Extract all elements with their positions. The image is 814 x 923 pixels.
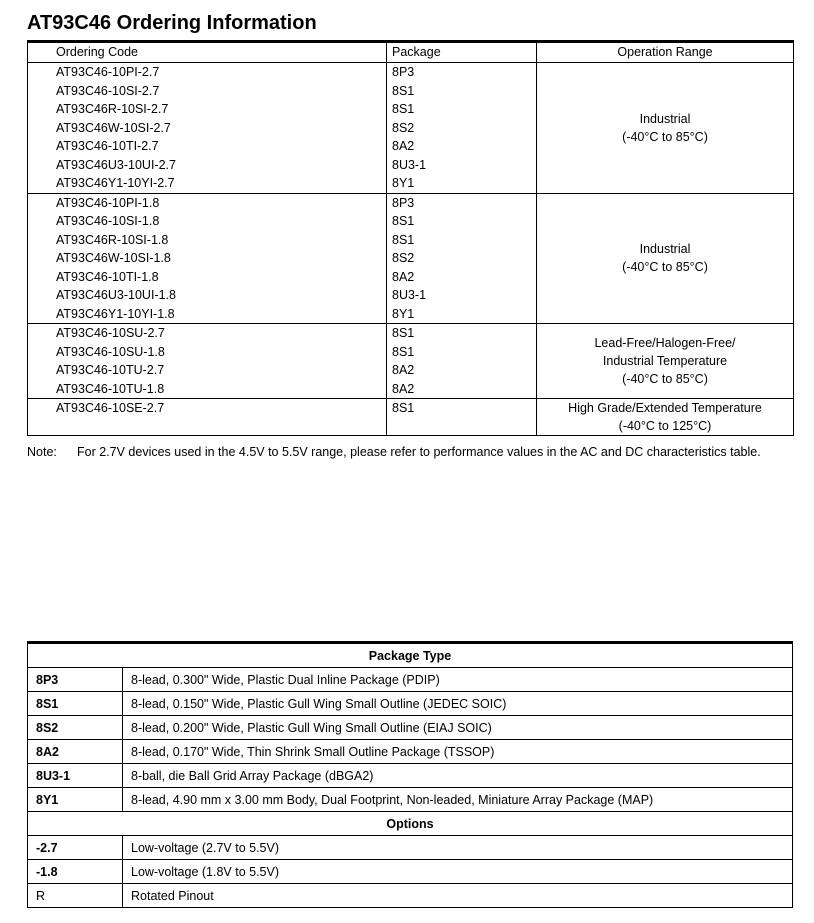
table-row [28, 716, 793, 740]
row-description: 8-lead, 0.200" Wide, Plastic Gull Wing Small Outline (EIAJ SOIC) [123, 716, 793, 740]
ordering-codes [28, 194, 386, 324]
package-code: 8S1 [392, 214, 415, 228]
table-row [28, 836, 793, 860]
ordering-code: AT93C46Y1-10YI-1.8 [56, 306, 175, 321]
operation-range [536, 399, 793, 435]
table-row [28, 740, 793, 764]
header-package: Package [386, 43, 536, 62]
package-code: 8S1 [392, 232, 415, 247]
page-title: AT93C46 Ordering Information [27, 12, 317, 34]
ordering-code: AT93C46W-10SI-1.8 [56, 251, 171, 265]
ordering-code: AT93C46U3-10UI-1.8 [56, 288, 176, 302]
packages [386, 324, 536, 398]
row-code: 8A2 [28, 740, 123, 764]
operation-range [536, 63, 793, 193]
package-code: 8U3-1 [392, 157, 427, 172]
package-code: 8S2 [392, 120, 415, 135]
row-code: 8Y1 [28, 788, 123, 812]
row-description: 8-lead, 0.150" Wide, Plastic Gull Wing Small Outline (JEDEC SOIC) [123, 692, 793, 716]
operation-range [536, 194, 793, 324]
package-code: 8S2 [392, 251, 415, 265]
ordering-group [27, 194, 794, 325]
ordering-table [27, 40, 794, 436]
row-code: 8S2 [28, 716, 123, 740]
ordering-header [27, 43, 794, 63]
ordering-group [27, 324, 794, 399]
package-code: 8A2 [392, 269, 415, 284]
ordering-code: AT93C46-10SE-2.7 [56, 401, 165, 415]
header-operation-range: Operation Range [536, 43, 793, 62]
ordering-code: AT93C46-10SI-1.8 [56, 214, 160, 228]
package-code: 8S1 [392, 83, 415, 98]
row-description: 8-lead, 4.90 mm x 3.00 mm Body, Dual Footprint, Non-leaded, Miniature Array Package (MAP) [123, 788, 793, 812]
ordering-codes [28, 324, 386, 398]
package-code: 8S1 [392, 326, 415, 340]
range-line: Lead-Free/Halogen-Free/ [594, 336, 736, 350]
operation-range [536, 324, 793, 398]
package-type-table [27, 641, 793, 908]
ordering-codes [28, 63, 386, 193]
package-code: 8Y1 [392, 176, 415, 190]
table-row [28, 764, 793, 788]
package-code: 8S1 [392, 344, 415, 359]
package-code: 8P3 [392, 195, 415, 210]
range-line: Industrial [639, 242, 691, 257]
ordering-code: AT93C46-10SU-1.8 [56, 344, 165, 359]
range-line: High Grade/Extended Temperature [568, 401, 762, 415]
row-description: 8-lead, 0.300" Wide, Plastic Dual Inline Package (PDIP) [123, 668, 793, 692]
range-line: (-40°C to 125°C) [618, 419, 712, 433]
package-code: 8Y1 [392, 306, 415, 321]
table-row [28, 884, 793, 908]
row-code: 8U3-1 [28, 764, 123, 788]
section-header-row [28, 812, 793, 836]
row-description: Rotated Pinout [123, 884, 793, 908]
package-code: 8A2 [392, 381, 415, 396]
ordering-group [27, 63, 794, 194]
ordering-code: AT93C46R-10SI-1.8 [56, 232, 169, 247]
range-line: (-40°C to 85°C) [622, 260, 708, 275]
table-row [28, 788, 793, 812]
table-row [28, 860, 793, 884]
note-label: Note: [27, 445, 57, 459]
package-code: 8P3 [392, 65, 415, 79]
ordering-code: AT93C46-10TU-2.7 [56, 363, 165, 377]
package-code: 8A2 [392, 363, 415, 377]
ordering-code: AT93C46R-10SI-2.7 [56, 102, 169, 116]
range-line: Industrial [639, 111, 691, 126]
note-text: For 2.7V devices used in the 4.5V to 5.5V range, please refer to performance values in the AC and DC characteristics table. [77, 445, 761, 459]
ordering-code: AT93C46-10SU-2.7 [56, 326, 165, 340]
ordering-code: AT93C46-10TU-1.8 [56, 381, 165, 396]
package-code: 8A2 [392, 139, 415, 153]
ordering-code: AT93C46-10PI-2.7 [56, 65, 160, 79]
row-code: 8S1 [28, 692, 123, 716]
range-line: Industrial Temperature [602, 354, 728, 368]
packages [386, 194, 536, 324]
row-code: 8P3 [28, 668, 123, 692]
row-description: 8-lead, 0.170" Wide, Thin Shrink Small Outline Package (TSSOP) [123, 740, 793, 764]
row-code: -1.8 [28, 860, 123, 884]
ordering-group [27, 399, 794, 436]
package-code: 8U3-1 [392, 288, 427, 302]
row-description: 8-ball, die Ball Grid Array Package (dBGA2) [123, 764, 793, 788]
section-title: Options [28, 812, 793, 836]
ordering-code: AT93C46W-10SI-2.7 [56, 120, 171, 135]
packages [386, 63, 536, 193]
ordering-code: AT93C46-10TI-1.8 [56, 269, 159, 284]
ordering-code: AT93C46Y1-10YI-2.7 [56, 176, 175, 190]
packages [386, 399, 536, 435]
range-line: (-40°C to 85°C) [622, 372, 708, 386]
row-description: Low-voltage (1.8V to 5.5V) [123, 860, 793, 884]
package-code: 8S1 [392, 102, 415, 116]
section-header-row [28, 643, 793, 668]
ordering-code: AT93C46-10PI-1.8 [56, 195, 160, 210]
ordering-code: AT93C46-10SI-2.7 [56, 83, 160, 98]
ordering-codes [28, 399, 386, 435]
ordering-code: AT93C46U3-10UI-2.7 [56, 157, 176, 172]
row-code: R [28, 884, 123, 908]
note [27, 445, 761, 459]
table-row [28, 692, 793, 716]
range-line: (-40°C to 85°C) [622, 129, 708, 144]
section-title: Package Type [28, 643, 793, 668]
row-description: Low-voltage (2.7V to 5.5V) [123, 836, 793, 860]
header-ordering-code: Ordering Code [56, 45, 138, 59]
table-row [28, 668, 793, 692]
row-code: -2.7 [28, 836, 123, 860]
ordering-code: AT93C46-10TI-2.7 [56, 139, 159, 153]
package-code: 8S1 [392, 401, 415, 415]
